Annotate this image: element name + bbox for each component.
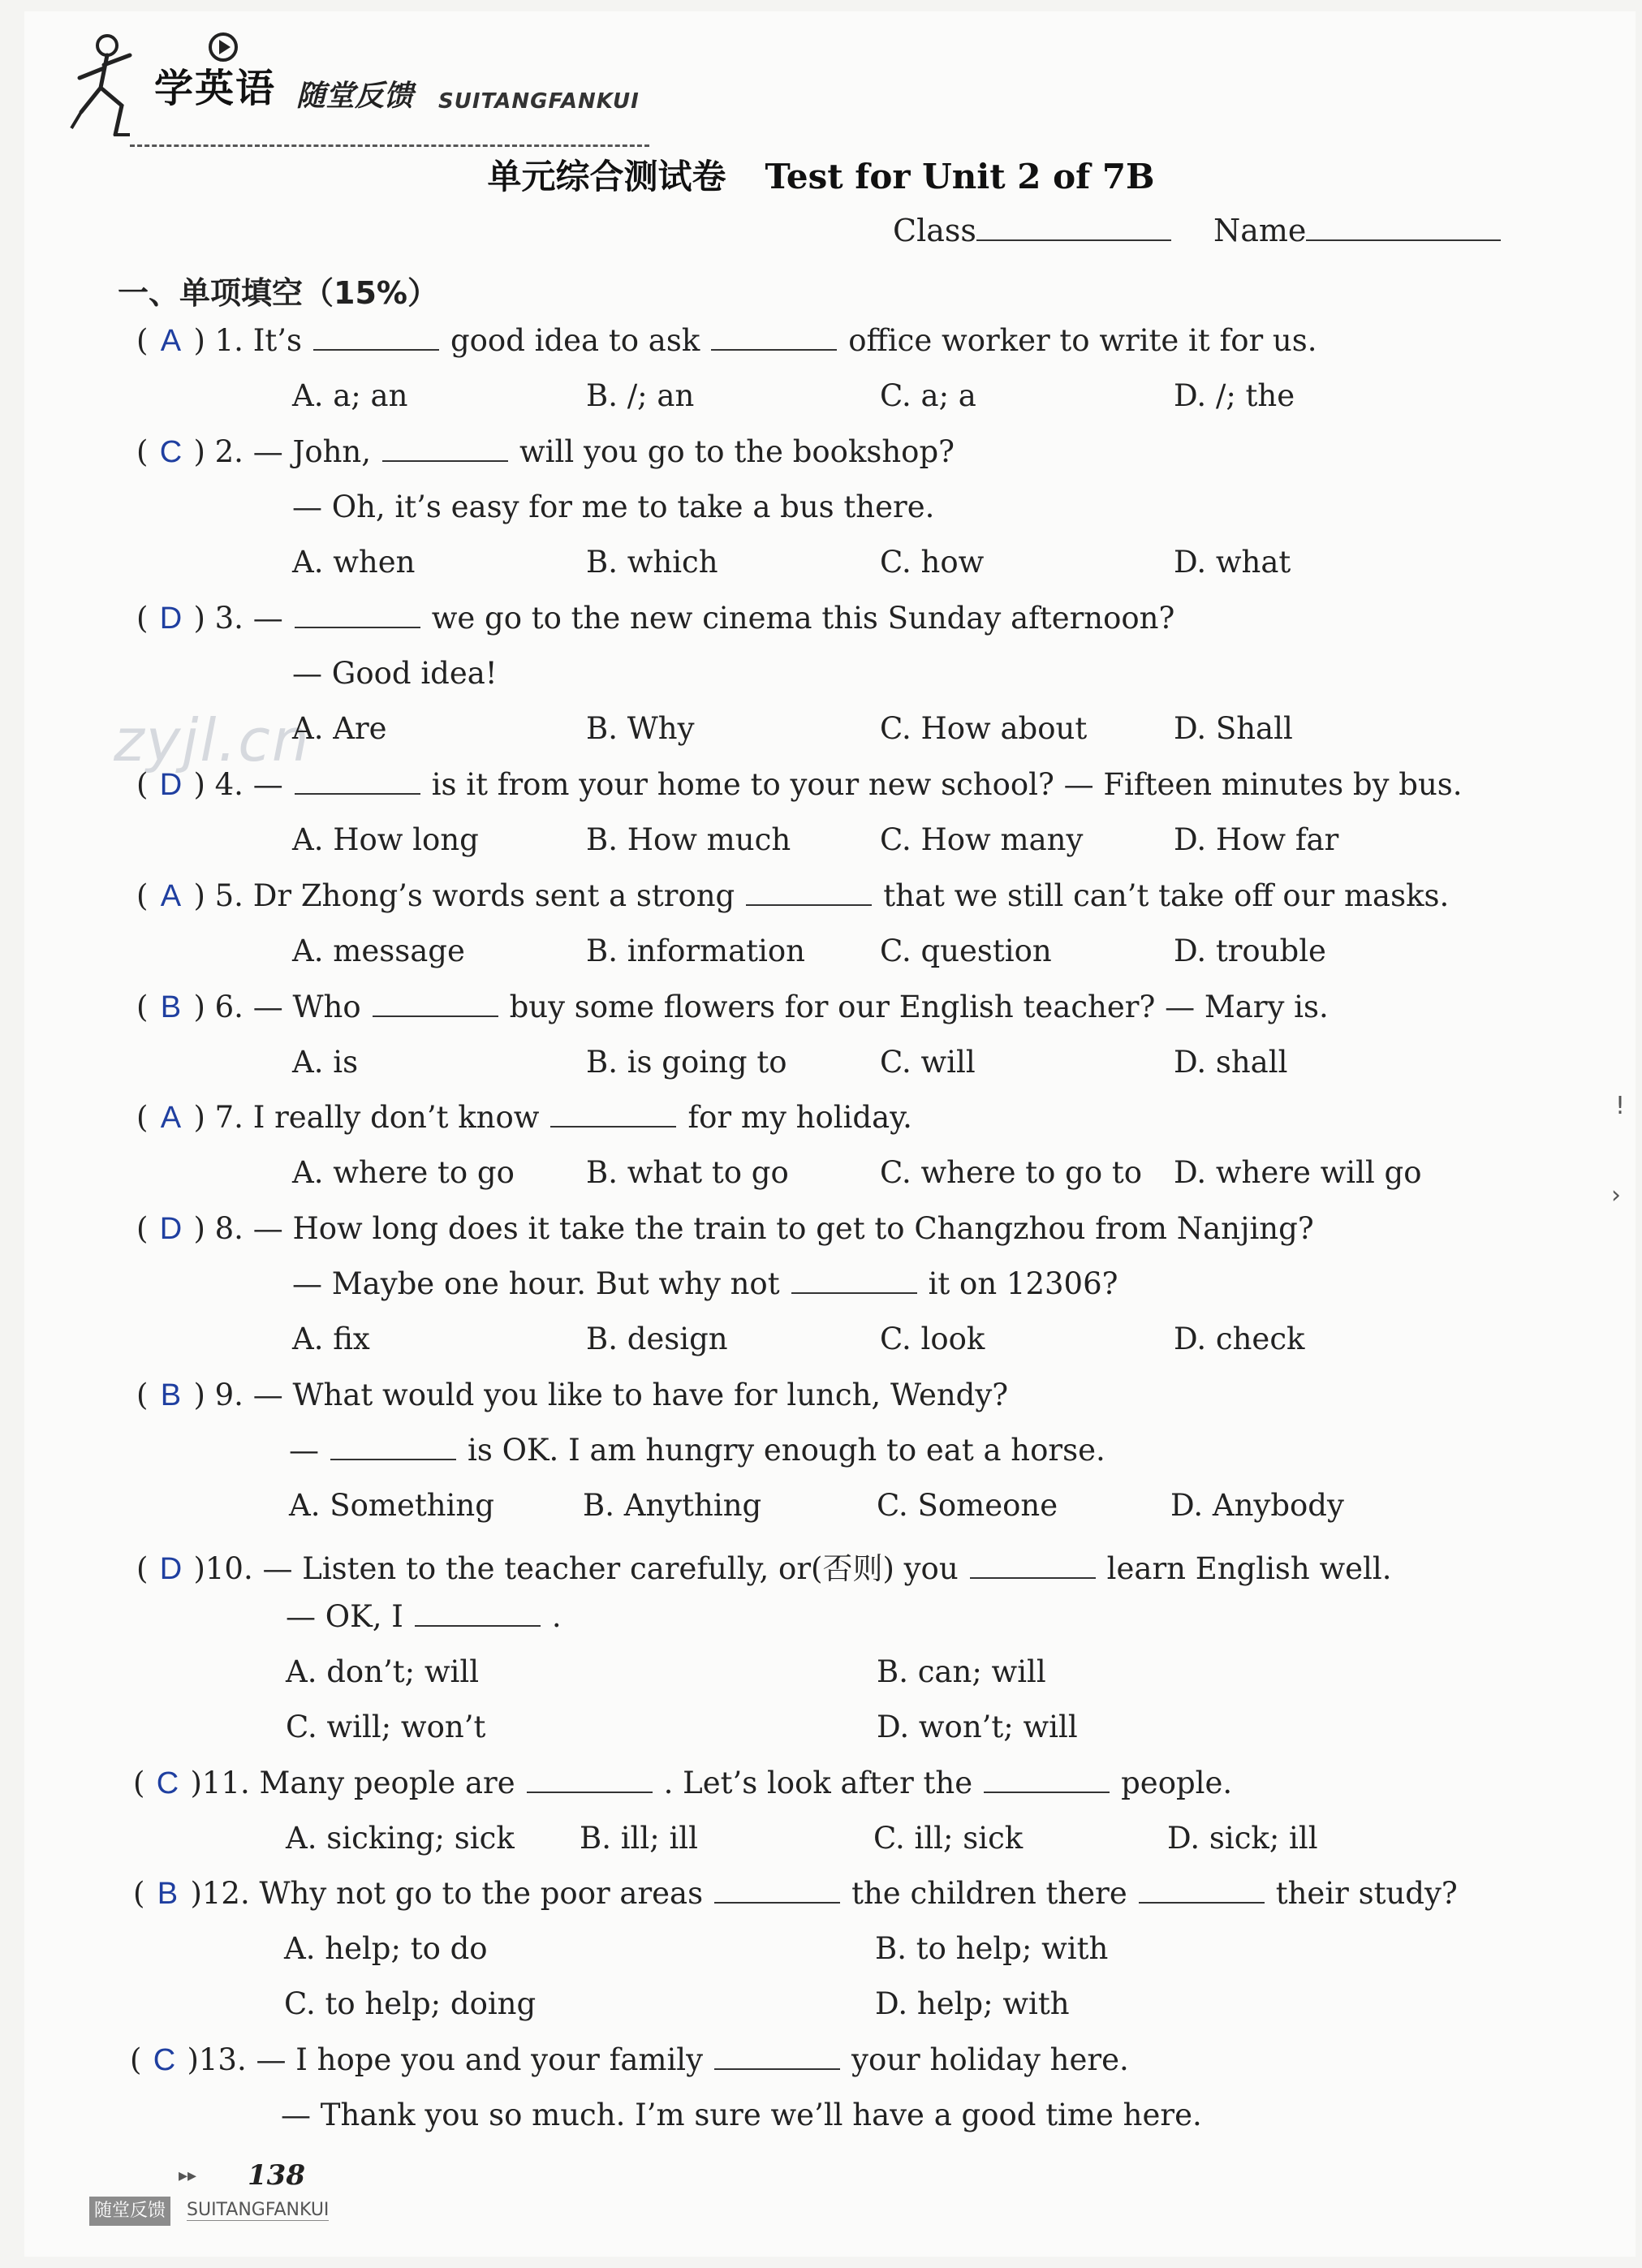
- option-a[interactable]: A. don’t; will: [286, 1654, 480, 1689]
- option-d[interactable]: D. where will go: [1174, 1155, 1422, 1190]
- answer: A: [160, 324, 182, 358]
- answer-blank[interactable]: [984, 1791, 1110, 1793]
- stem: people.: [1121, 1766, 1233, 1800]
- answer-blank[interactable]: [382, 459, 508, 462]
- question-number: 9.: [214, 1378, 243, 1412]
- option-b[interactable]: B. which: [586, 545, 718, 580]
- question-number: )11.: [190, 1766, 250, 1800]
- stem: . Let’s look after the: [663, 1766, 973, 1800]
- runner-icon: [65, 31, 154, 136]
- question-5: ( A ) 5. Dr Zhong’s words sent a strong that we still can’t take off our masks.: [136, 878, 1450, 913]
- margin-mark: ›: [1611, 1181, 1621, 1209]
- test-title: [0, 150, 1642, 199]
- question-number: )12.: [190, 1876, 250, 1911]
- option-d[interactable]: D. Anybody: [1170, 1488, 1344, 1523]
- option-c[interactable]: C. How about: [880, 711, 1088, 746]
- option-b[interactable]: B. design: [586, 1322, 728, 1356]
- stem: will you go to the bookshop?: [519, 434, 955, 469]
- stem-line-2: [286, 1599, 562, 1634]
- footer-brand: SUITANGFANKUI: [187, 2200, 330, 2220]
- answer-blank[interactable]: [295, 626, 420, 628]
- option-c[interactable]: C. ill; sick: [873, 1821, 1024, 1856]
- page-number: 138: [248, 2159, 305, 2192]
- section-heading: 一、单项填空（15%）: [118, 275, 438, 311]
- brand-header: [65, 24, 666, 138]
- option-b[interactable]: B. is going to: [586, 1045, 787, 1080]
- stem: —: [252, 767, 283, 802]
- answer-blank[interactable]: [295, 792, 420, 795]
- stem: It’s: [252, 323, 302, 358]
- option-a[interactable]: A. Are: [292, 711, 387, 746]
- answer-blank[interactable]: [1139, 1901, 1265, 1904]
- answer: D: [159, 1212, 183, 1246]
- answer: D: [159, 601, 183, 636]
- stem: — How long does it take the train to get to Changzhou from Nanjing?: [252, 1211, 1314, 1246]
- stem: I really don’t know: [252, 1100, 540, 1135]
- stem-line-2: [289, 1433, 1105, 1468]
- option-b[interactable]: B. to help; with: [875, 1931, 1109, 1966]
- answer-blank[interactable]: [415, 1624, 541, 1627]
- stem: — OK, I: [286, 1599, 403, 1634]
- option-d[interactable]: D. trouble: [1174, 934, 1326, 968]
- option-a[interactable]: A. is: [292, 1045, 359, 1080]
- option-b[interactable]: B. Why: [586, 711, 695, 746]
- question-10: ( D )10. — Listen to the teacher carefully, or(否则) you learn English well.: [136, 1551, 1392, 1586]
- question-number: 7.: [214, 1100, 243, 1135]
- name-field[interactable]: [1306, 239, 1501, 241]
- answer-blank[interactable]: [550, 1125, 676, 1128]
- answer-blank[interactable]: [527, 1791, 653, 1793]
- option-d[interactable]: D. /; the: [1174, 378, 1295, 413]
- option-d[interactable]: D. shall: [1174, 1045, 1288, 1080]
- stem: —: [252, 601, 283, 636]
- stem: — Who: [252, 990, 361, 1024]
- question-6: ( B ) 6. — Who buy some flowers for our English teacher? — Mary is.: [136, 990, 1329, 1024]
- option-d[interactable]: D. sick; ill: [1167, 1821, 1318, 1856]
- stem: —: [289, 1433, 319, 1468]
- answer-blank[interactable]: [373, 1015, 498, 1017]
- stem: your holiday here.: [851, 2042, 1129, 2077]
- answer: C: [159, 435, 183, 469]
- brand-subtitle: 随堂反馈: [296, 80, 414, 113]
- stem: the children there: [851, 1876, 1127, 1911]
- answer: C: [153, 2043, 176, 2077]
- answer: D: [159, 1552, 183, 1586]
- option-c[interactable]: C. Someone: [877, 1488, 1058, 1523]
- option-d[interactable]: D. won’t; will: [877, 1710, 1078, 1744]
- answer: C: [156, 1766, 179, 1800]
- stem: — Maybe one hour. But why not: [292, 1266, 780, 1301]
- margin-mark: !: [1615, 1092, 1626, 1120]
- stem: .: [551, 1599, 562, 1634]
- answer: D: [159, 768, 183, 802]
- option-a[interactable]: A. help; to do: [284, 1931, 488, 1966]
- option-d[interactable]: D. help; with: [875, 1986, 1070, 2021]
- answer: A: [160, 879, 182, 913]
- class-label: Class: [893, 213, 976, 248]
- question-4: ( D ) 4. — is it from your home to your new school? — Fifteen minutes by bus.: [136, 767, 1463, 802]
- stem: is it from your home to your new school? — Fifteen minutes by bus.: [431, 767, 1463, 802]
- option-a[interactable]: A. How long: [292, 822, 479, 857]
- stem: we go to the new cinema this Sunday afternoon?: [431, 601, 1175, 636]
- stem: Why not go to the poor areas: [259, 1876, 704, 1911]
- stem: buy some flowers for our English teacher? — Mary is.: [509, 990, 1329, 1024]
- test-title-en: Test for Unit 2 of 7B: [765, 157, 1155, 196]
- option-a[interactable]: A. fix: [292, 1322, 370, 1356]
- question-13: ( C )13. — I hope you and your family your holiday here.: [130, 2042, 1129, 2077]
- option-a[interactable]: A. Something: [289, 1488, 494, 1523]
- answer: A: [160, 1101, 182, 1135]
- question-7: ( A ) 7. I really don’t know for my holiday.: [136, 1100, 912, 1135]
- question-number: 4.: [214, 767, 243, 802]
- stem: — I hope you and your family: [256, 2042, 704, 2077]
- answer-blank[interactable]: [313, 348, 439, 351]
- footer-badge: 随堂反馈: [89, 2197, 170, 2226]
- question-number: 1.: [214, 323, 243, 358]
- stem-line-2: — Thank you so much. I’m sure we’ll have a good time here.: [281, 2098, 1202, 2132]
- option-a[interactable]: A. message: [292, 934, 465, 968]
- class-field[interactable]: [976, 239, 1171, 241]
- question-1: ( A ) 1. It’s good idea to ask office worker to write it for us.: [136, 323, 1317, 358]
- question-number: 3.: [214, 601, 243, 636]
- stem: is OK. I am hungry enough to eat a horse.: [468, 1433, 1105, 1468]
- answer-blank[interactable]: [970, 1576, 1096, 1579]
- brand-pinyin: SUITANGFANKUI: [438, 89, 640, 114]
- brand-title: 学英语: [154, 66, 277, 111]
- option-c[interactable]: C. look: [880, 1322, 985, 1356]
- question-number: 5.: [214, 878, 243, 913]
- option-c[interactable]: C. where to go to: [880, 1155, 1143, 1190]
- option-b[interactable]: B. ill; ill: [580, 1821, 698, 1856]
- stem: it on 12306?: [928, 1266, 1118, 1301]
- question-11: ( C )11. Many people are . Let’s look after the people.: [133, 1766, 1233, 1800]
- option-d[interactable]: D. Shall: [1174, 711, 1293, 746]
- option-d[interactable]: D. what: [1174, 545, 1291, 580]
- option-c[interactable]: C. a; a: [880, 378, 976, 413]
- stem: Many people are: [259, 1766, 515, 1800]
- test-title-cn: 单元综合测试卷: [487, 157, 726, 196]
- stem: — What would you like to have for lunch, Wendy?: [252, 1378, 1009, 1412]
- option-b[interactable]: B. can; will: [877, 1654, 1046, 1689]
- stem: learn English well.: [1106, 1551, 1392, 1586]
- question-2: ( C ) 2. — John, will you go to the bookshop?: [136, 434, 955, 469]
- stem-line-2: — Oh, it’s easy for me to take a bus there.: [292, 489, 935, 524]
- watermark: zyjl.cn: [114, 706, 311, 774]
- option-a[interactable]: A. a; an: [292, 378, 408, 413]
- stem: good idea to ask: [450, 323, 700, 358]
- option-a[interactable]: A. sicking; sick: [286, 1821, 515, 1856]
- header-divider: [130, 144, 649, 147]
- class-name-row: [893, 213, 1501, 248]
- question-number: 2.: [214, 434, 243, 469]
- option-b[interactable]: B. what to go: [586, 1155, 789, 1190]
- option-a[interactable]: A. when: [292, 545, 416, 580]
- question-number: )10.: [193, 1551, 253, 1586]
- name-label: Name: [1213, 213, 1307, 248]
- answer-blank[interactable]: [714, 1901, 840, 1904]
- option-b[interactable]: B. Anything: [583, 1488, 762, 1523]
- option-c[interactable]: C. will: [880, 1045, 976, 1080]
- answer-blank[interactable]: [746, 903, 872, 906]
- option-c[interactable]: C. question: [880, 934, 1052, 968]
- option-c[interactable]: C. How many: [880, 822, 1084, 857]
- answer: B: [160, 990, 182, 1024]
- stem: — Listen to the teacher carefully, or(否则) you: [262, 1551, 959, 1586]
- option-c[interactable]: C. to help; doing: [284, 1986, 537, 2021]
- answer: B: [157, 1877, 179, 1911]
- question-number: 6.: [214, 990, 243, 1024]
- stem-line-2: — Good idea!: [292, 656, 498, 691]
- question-number: )13.: [187, 2042, 247, 2077]
- stem-line-2: [292, 1266, 1118, 1301]
- question-8: ( D ) 8. — How long does it take the train to get to Changzhou from Nanjing?: [136, 1211, 1314, 1246]
- question-12: ( B )12. Why not go to the poor areas the children there their study?: [133, 1876, 1458, 1911]
- question-9: ( B ) 9. — What would you like to have for lunch, Wendy?: [136, 1378, 1009, 1412]
- option-b[interactable]: B. information: [586, 934, 805, 968]
- option-c[interactable]: C. how: [880, 545, 985, 580]
- stem: their study?: [1275, 1876, 1458, 1911]
- answer-blank[interactable]: [330, 1458, 456, 1460]
- answer-blank[interactable]: [714, 2068, 840, 2070]
- answer-blank[interactable]: [791, 1291, 917, 1294]
- stem: that we still can’t take off our masks.: [883, 878, 1450, 913]
- question-number: 8.: [214, 1211, 243, 1246]
- option-b[interactable]: B. How much: [586, 822, 791, 857]
- option-d[interactable]: D. check: [1174, 1322, 1305, 1356]
- stem: Dr Zhong’s words sent a strong: [252, 878, 735, 913]
- option-c[interactable]: C. will; won’t: [286, 1710, 486, 1744]
- stem: office worker to write it for us.: [848, 323, 1317, 358]
- question-3: ( D ) 3. — we go to the new cinema this Sunday afternoon?: [136, 601, 1175, 636]
- answer-blank[interactable]: [711, 348, 837, 351]
- option-d[interactable]: D. How far: [1174, 822, 1339, 857]
- option-b[interactable]: B. /; an: [586, 378, 695, 413]
- answer: B: [160, 1378, 182, 1412]
- page-arrow-icon: ▸▸: [179, 2166, 197, 2186]
- stem: for my holiday.: [687, 1100, 912, 1135]
- option-a[interactable]: A. where to go: [292, 1155, 515, 1190]
- stem: — John,: [252, 434, 372, 469]
